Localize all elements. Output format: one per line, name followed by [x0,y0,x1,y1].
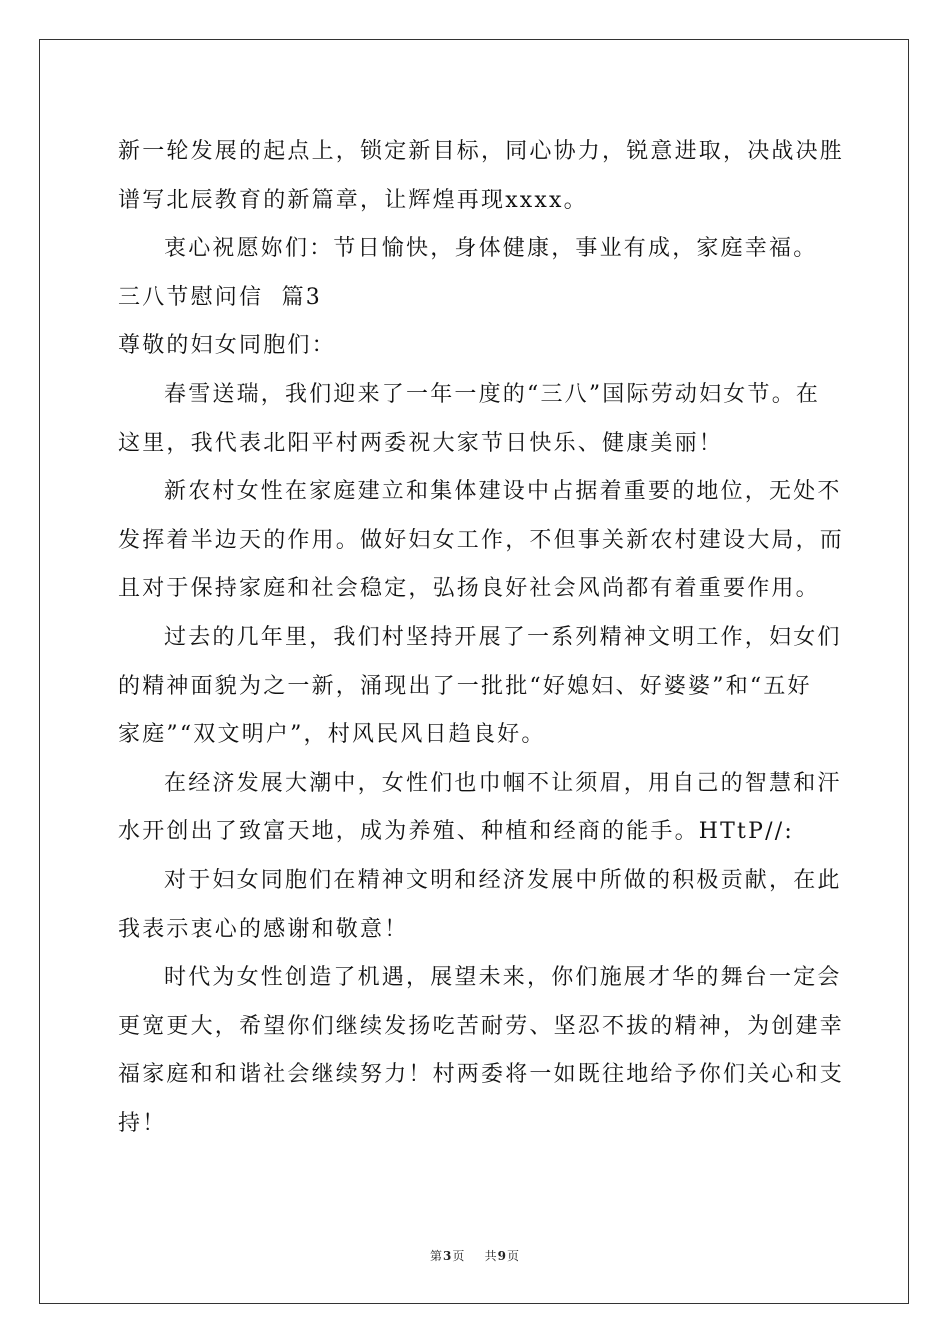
footer-total-prefix: 共 [484,1249,498,1263]
text-line: 且对于保持家庭和社会稳定，弘扬良好社会风尚都有着重要作用。 [118,576,820,602]
text-line: 衷心祝愿妳们：节日愉快，身体健康，事业有成，家庭幸福。 [164,236,818,262]
text-line: 时代为女性创造了机遇，展望未来，你们施展才华的舞台一定会 [164,965,842,991]
text-line: 过去的几年里，我们村坚持开展了一系列精神文明工作，妇女们 [164,624,842,650]
text-line: 三八节慰问信 篇3 [118,284,322,310]
text-line: 我表示衷心的感谢和敬意！ [118,916,409,942]
text-line: 家庭”“双文明户”，村风民风日趋良好。 [118,722,546,748]
footer-page-prefix: 第 [429,1249,443,1263]
footer-page-suffix: 页 [452,1249,466,1263]
document-body [118,128,845,1148]
text-line: 谱写北辰教育的新篇章，让辉煌再现xxxx。 [118,187,588,213]
text-line: 持！ [118,1110,167,1136]
page-footer [0,1247,950,1264]
text-line: 这里，我代表北阳平村两委祝大家节日快乐、健康美丽！ [118,430,724,456]
text-line: 春雪送瑞，我们迎来了一年一度的“三八”国际劳动妇女节。在 [164,381,821,407]
footer-total-suffix: 页 [507,1249,521,1263]
text-line: 更宽更大，希望你们继续发扬吃苦耐劳、坚忍不拔的精神，为创建幸 [118,1013,845,1039]
footer-page-current: 3 [442,1249,453,1263]
text-line: 水开创出了致富天地，成为养殖、种植和经商的能手。HTtP//: [118,819,794,845]
text-line: 在经济发展大潮中，女性们也巾帼不让须眉，用自己的智慧和汗 [164,770,842,796]
text-line: 对于妇女同胞们在精神文明和经济发展中所做的积极贡献，在此 [164,867,842,893]
text-line: 新一轮发展的起点上，锁定新目标，同心协力，锐意进取，决战决胜 [118,139,845,164]
text-line: 福家庭和和谐社会继续努力！村两委将一如既往地给予你们关心和支 [118,1062,845,1088]
text-line: 新农村女性在家庭建立和集体建设中占据着重要的地位，无处不 [164,479,842,505]
footer-page-total: 9 [497,1249,507,1263]
text-line: 尊敬的妇女同胞们： [118,333,336,359]
text-line: 发挥着半边天的作用。做好妇女工作，不但事关新农村建设大局，而 [118,527,845,553]
text-line: 的精神面貌为之一新，涌现出了一批批“好媳妇、好婆婆”和“五好 [118,673,812,699]
